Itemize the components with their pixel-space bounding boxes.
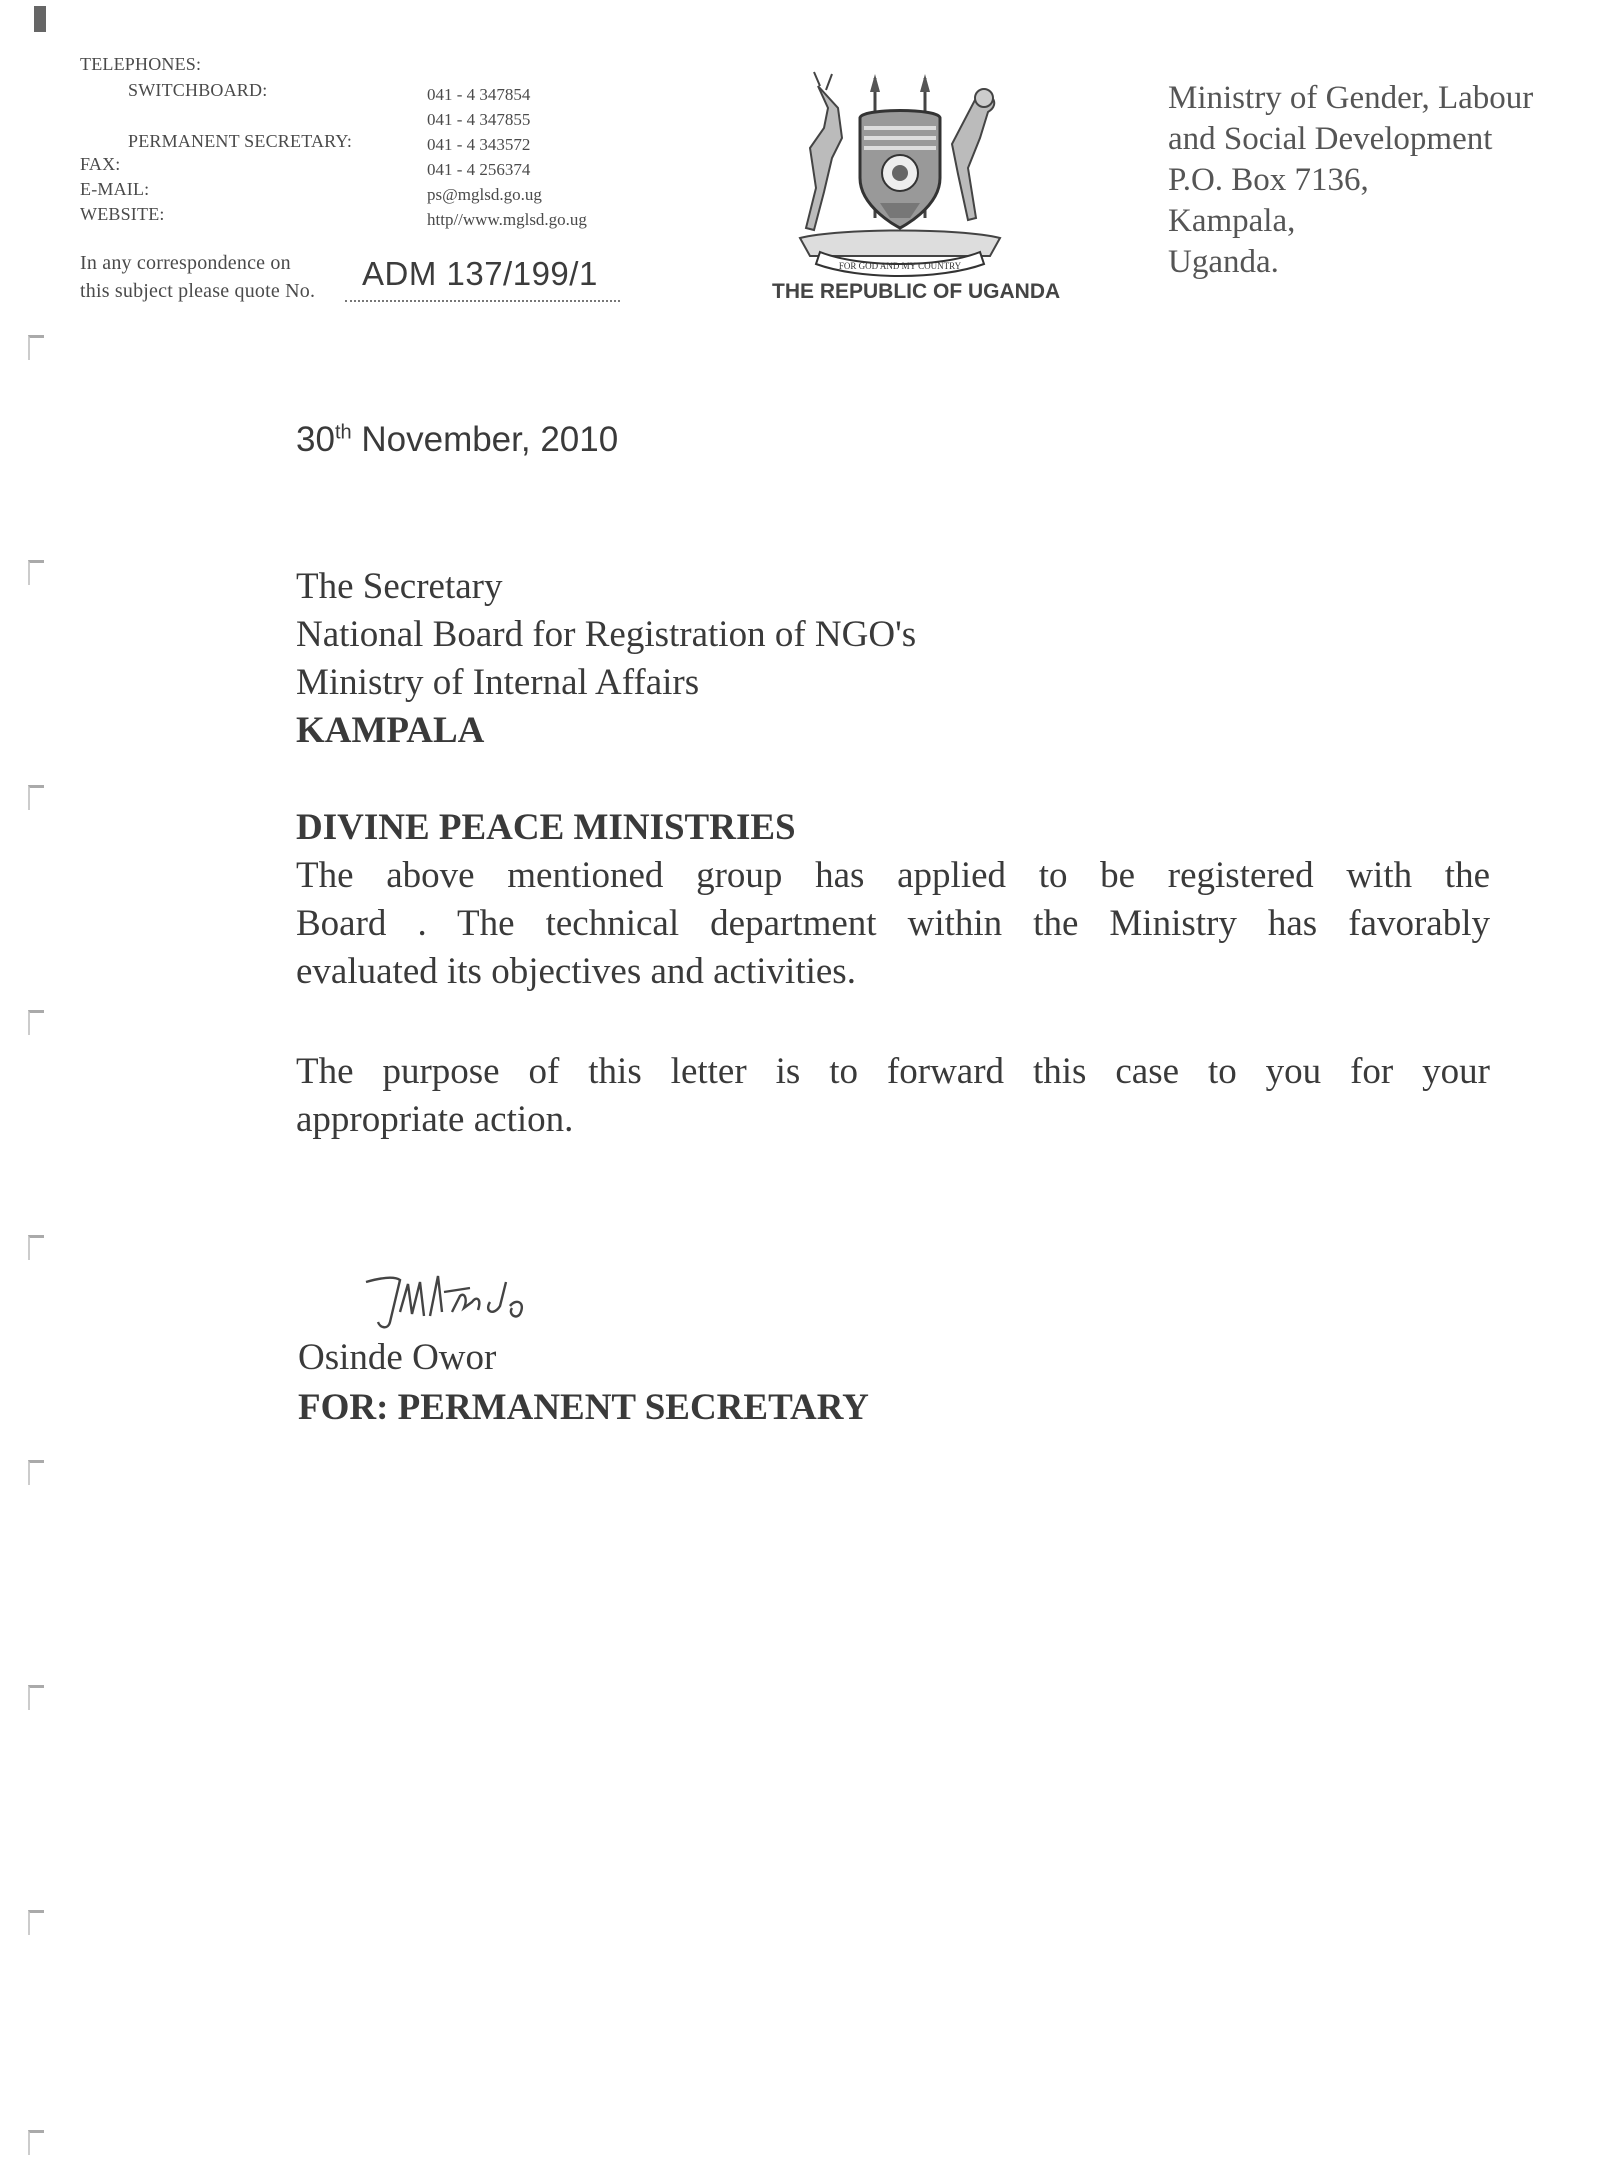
date-suffix: th [334, 421, 352, 444]
reference-number: ADM 137/199/1 [362, 255, 598, 292]
switchboard-label: SWITCHBOARD: [128, 80, 268, 100]
email-value: ps@mglsd.go.ug [427, 185, 542, 204]
ps-number: 041 - 4 343572 [427, 135, 531, 154]
letter-date [296, 420, 618, 460]
ministry-address [1168, 78, 1533, 283]
address-line-4: Kampala, [1168, 203, 1296, 239]
address-line-2: and Social Development [1168, 121, 1493, 157]
paragraph-1 [296, 852, 1490, 996]
switchboard-number-2: 041 - 4 347855 [427, 110, 531, 129]
reference-dotted-line [345, 300, 620, 302]
republic-caption: THE REPUBLIC OF UGANDA [772, 280, 1061, 303]
telephones-label: TELEPHONES: [80, 54, 202, 74]
recipient-line-2: National Board for Registration of NGO's [296, 614, 917, 655]
email-label: E-MAIL: [80, 179, 150, 199]
quote-instruction-line-1: In any correspondence on [80, 252, 291, 274]
motto-text: FOR GOD AND MY COUNTRY [838, 261, 962, 271]
paragraph-1-line-3: evaluated its objectives and activities. [296, 951, 856, 992]
recipient-line-3: Ministry of Internal Affairs [296, 662, 700, 703]
paragraph-1-line-1: The above mentioned group has applied to be registered with the [296, 855, 1490, 896]
address-line-1: Ministry of Gender, Labour [1168, 80, 1534, 116]
recipient-city: KAMPALA [296, 710, 485, 751]
paragraph-2-line-2: appropriate action. [296, 1099, 574, 1140]
signatory-title: FOR: PERMANENT SECRETARY [298, 1387, 869, 1428]
date-month-year: November, 2010 [361, 420, 619, 459]
recipient-line-1: The Secretary [296, 566, 503, 607]
fax-number: 041 - 4 256374 [427, 160, 531, 179]
date-day: 30 [296, 420, 335, 459]
switchboard-number-1: 041 - 4 347854 [427, 85, 531, 104]
address-line-5: Uganda. [1168, 244, 1279, 280]
website-label: WEBSITE: [80, 204, 165, 224]
paragraph-2-line-1: The purpose of this letter is to forward this case to you for your [296, 1051, 1490, 1092]
coat-of-arms-emblem [780, 68, 1020, 278]
address-line-3: P.O. Box 7136, [1168, 162, 1369, 198]
quote-instruction-line-2: this subject please quote No. [80, 280, 316, 302]
letter-subject: DIVINE PEACE MINISTRIES [296, 807, 796, 848]
website-value: http//www.mglsd.go.ug [427, 210, 587, 229]
handwritten-signature [360, 1262, 540, 1334]
paragraph-1-line-2: Board . The technical department within the Ministry has favorably [296, 903, 1490, 944]
fax-label: FAX: [80, 154, 121, 174]
recipient-block [296, 563, 916, 755]
paragraph-2 [296, 1048, 1490, 1144]
signatory-name: Osinde Owor [298, 1337, 497, 1378]
ps-label: PERMANENT SECRETARY: [128, 131, 353, 151]
